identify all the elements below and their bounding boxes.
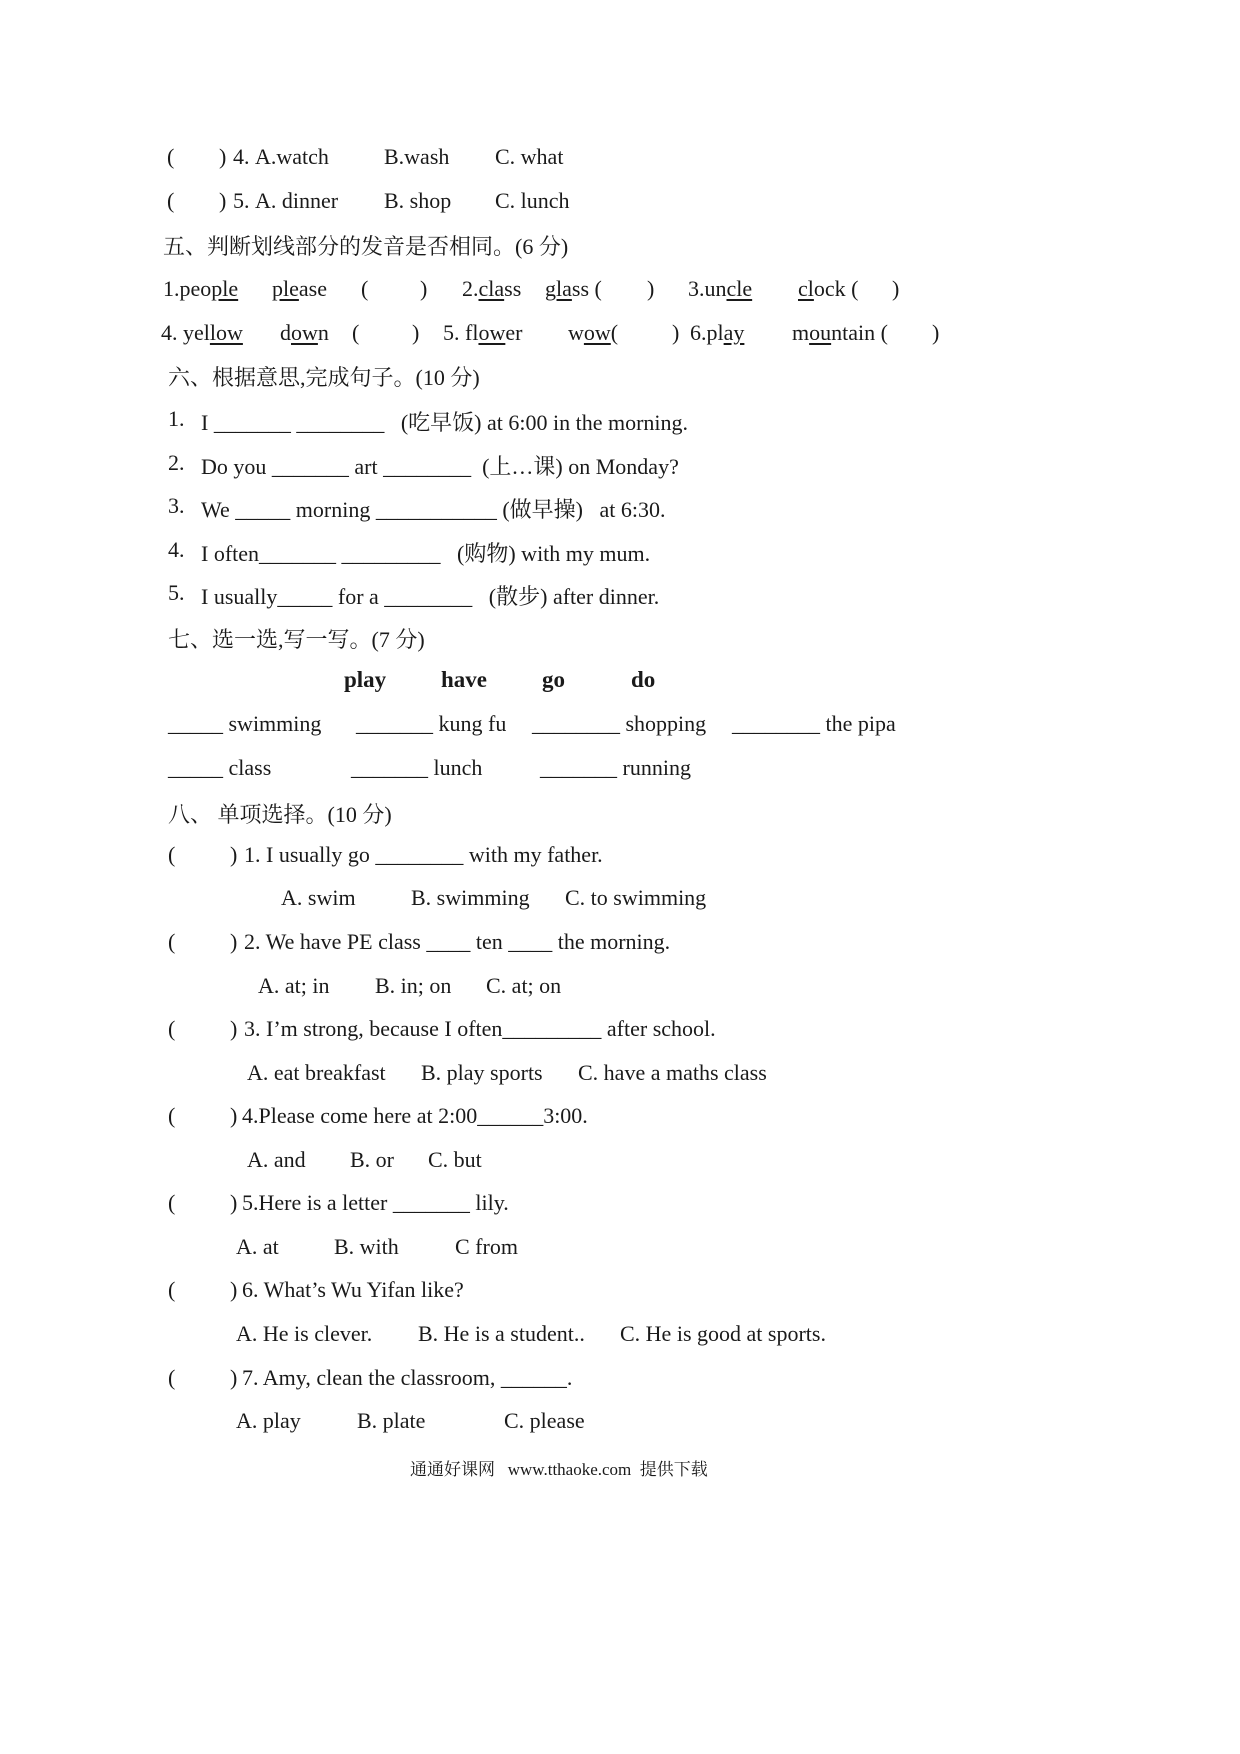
phrase: _______ kung fu — [356, 711, 507, 736]
underlined-part: ou — [809, 320, 832, 345]
section7-heading: 七、选一选,写一写。(7 分) — [168, 627, 425, 652]
option-c: C. have a maths class — [578, 1060, 767, 1085]
underlined-part: ow — [478, 320, 506, 345]
item-text: I usually_____ for a ________ (散步) after dinner. — [201, 584, 660, 609]
answer-paren-close: ) — [412, 320, 420, 345]
option-b: B. or — [350, 1147, 394, 1172]
word-part: 5. fl — [443, 320, 479, 345]
underlined-part: ay — [723, 320, 745, 345]
answer-paren-open: ( — [168, 1190, 176, 1215]
word-part: ss — [504, 276, 522, 301]
answer-paren-close: ) — [230, 1103, 238, 1128]
underlined-part: ow — [583, 320, 611, 345]
answer-paren-open: ( — [361, 276, 369, 301]
word-clock — [798, 276, 858, 302]
page-footer: 通通好课网 www.tthaoke.com 提供下载 — [410, 1460, 708, 1479]
answer-paren-close: ) — [230, 1016, 238, 1041]
answer-paren-close: ) — [230, 929, 238, 954]
option-b: B.wash — [384, 144, 450, 169]
option-c: C. at; on — [486, 973, 562, 998]
item-number: 5. — [168, 580, 185, 605]
section5-heading: 五、判断划线部分的发音是否相同。(6 分) — [163, 234, 569, 259]
option-c: C. He is good at sports. — [620, 1321, 826, 1346]
section6-heading: 六、根据意思,完成句子。(10 分) — [168, 365, 480, 390]
option-a: A. and — [247, 1147, 306, 1172]
word-uncle — [688, 276, 752, 302]
word-please — [272, 276, 327, 302]
question-text: 4.Please come here at 2:00______3:00. — [242, 1103, 588, 1128]
answer-paren-open: ( — [168, 1103, 176, 1128]
answer-paren-open: ( — [167, 188, 175, 213]
item-text: I often_______ _________ (购物) with my mum. — [201, 541, 651, 566]
word-mountain — [792, 320, 888, 346]
option-a: A. He is clever. — [236, 1321, 373, 1346]
question-text: 1. I usually go ________ with my father. — [244, 842, 603, 867]
phrase: ________ the pipa — [732, 711, 896, 736]
option-b: B. He is a student.. — [418, 1321, 585, 1346]
phrase: _______ lunch — [351, 755, 483, 780]
word-bank-item: do — [631, 667, 656, 692]
underlined-part: low — [209, 320, 243, 345]
option-c: C. what — [495, 144, 564, 169]
option-a: A. at; in — [258, 973, 330, 998]
word-part: 1.peo — [163, 276, 212, 301]
word-people — [163, 276, 238, 302]
word-part: ( — [610, 320, 619, 345]
underlined-part: ple — [272, 276, 299, 301]
word-down — [280, 320, 329, 346]
option-a: A.watch — [255, 144, 329, 169]
question-text: 3. I’m strong, because I often_________ after school. — [244, 1016, 716, 1041]
word-part: d — [280, 320, 291, 345]
phrase: _____ swimming — [168, 711, 322, 736]
word-wow — [568, 320, 618, 346]
option-c: C from — [455, 1234, 518, 1259]
option-a: A. at — [236, 1234, 279, 1259]
word-play — [690, 320, 744, 346]
option-b: B. with — [334, 1234, 399, 1259]
word-part: ntain ( — [831, 320, 888, 345]
answer-paren-open: ( — [168, 842, 176, 867]
option-b: B. in; on — [375, 973, 452, 998]
answer-paren-close: ) — [230, 1365, 238, 1390]
answer-paren-open: ( — [167, 144, 175, 169]
word-glass — [545, 276, 602, 302]
word-bank-item: go — [542, 667, 565, 692]
item-text: Do you _______ art ________ (上…课) on Monday? — [201, 454, 679, 479]
question-text: 6. What’s Wu Yifan like? — [242, 1277, 464, 1302]
phrase: _______ running — [540, 755, 691, 780]
section8-heading: 八、 单项选择。(10 分) — [168, 802, 392, 827]
answer-paren-open: ( — [168, 1365, 176, 1390]
option-c: C. please — [504, 1408, 585, 1433]
answer-paren-open: ( — [168, 929, 176, 954]
answer-paren-close: ) — [230, 1277, 238, 1302]
word-yellow — [161, 320, 243, 346]
word-bank-item: have — [441, 667, 487, 692]
underlined-part: ow — [291, 320, 318, 345]
underlined-part: gla — [545, 276, 572, 301]
question-number: 5. — [233, 188, 250, 213]
word-part: ock ( — [813, 276, 859, 301]
answer-paren-close: ) — [420, 276, 428, 301]
option-a: A. dinner — [255, 188, 339, 213]
answer-paren-close: ) — [647, 276, 655, 301]
item-number: 2. — [168, 450, 185, 475]
word-part: er — [505, 320, 523, 345]
word-flower — [443, 320, 522, 346]
option-c: C. to swimming — [565, 885, 707, 910]
item-number: 4. — [168, 537, 185, 562]
word-part: 2. — [462, 276, 479, 301]
word-part: ase — [298, 276, 327, 301]
option-b: B. play sports — [421, 1060, 543, 1085]
option-a: A. swim — [281, 885, 356, 910]
option-c: C. lunch — [495, 188, 570, 213]
option-b: B. plate — [357, 1408, 426, 1433]
phrase: ________ shopping — [532, 711, 707, 736]
item-number: 1. — [168, 406, 185, 431]
answer-paren-open: ( — [168, 1277, 176, 1302]
underlined-part: cle — [726, 276, 753, 301]
item-text: We _____ morning ___________ (做早操) at 6:30. — [201, 497, 666, 522]
answer-paren-close: ) — [219, 188, 227, 213]
option-a: A. eat breakfast — [247, 1060, 386, 1085]
word-part: 4. yel — [161, 320, 210, 345]
option-a: A. play — [236, 1408, 301, 1433]
underlined-part: cla — [478, 276, 505, 301]
item-text: I _______ ________ (吃早饭) at 6:00 in the morning. — [201, 410, 689, 435]
question-text: 2. We have PE class ____ ten ____ the morning. — [244, 929, 671, 954]
question-text: 5.Here is a letter _______ lily. — [242, 1190, 509, 1215]
answer-paren-close: ) — [230, 842, 238, 867]
answer-paren-close: ) — [219, 144, 227, 169]
word-part: n — [317, 320, 329, 345]
answer-paren-close: ) — [892, 276, 900, 301]
option-c: C. but — [428, 1147, 482, 1172]
answer-paren-open: ( — [352, 320, 360, 345]
underlined-part: cl — [798, 276, 814, 301]
option-b: B. swimming — [411, 885, 530, 910]
question-text: 7. Amy, clean the classroom, ______. — [242, 1365, 573, 1390]
word-bank-item: play — [344, 667, 387, 692]
word-class — [462, 276, 521, 302]
underlined-part: ple — [211, 276, 239, 301]
word-part: 3.un — [688, 276, 727, 301]
phrase: _____ class — [168, 755, 272, 780]
answer-paren-open: ( — [168, 1016, 176, 1041]
item-number: 3. — [168, 493, 185, 518]
answer-paren-close: ) — [672, 320, 680, 345]
word-part: w — [568, 320, 584, 345]
answer-paren-close: ) — [932, 320, 940, 345]
option-b: B. shop — [384, 188, 452, 213]
word-part: ss ( — [571, 276, 602, 301]
word-part: 6.pl — [690, 320, 724, 345]
word-part: m — [792, 320, 810, 345]
question-number: 4. — [233, 144, 250, 169]
answer-paren-close: ) — [230, 1190, 238, 1215]
